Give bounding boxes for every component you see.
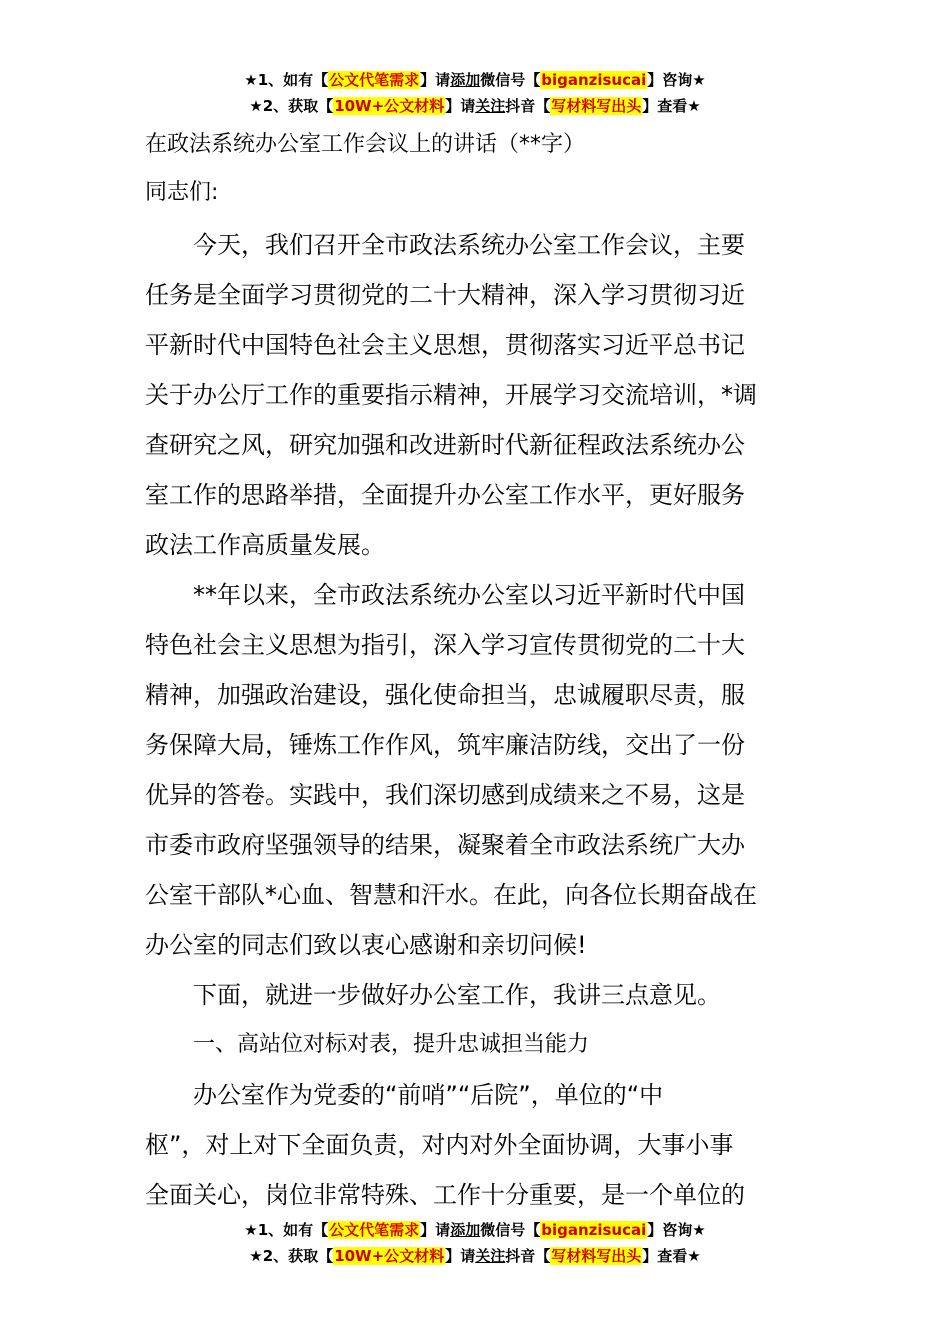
text-line: 政法工作高质量发展。 <box>145 531 385 559</box>
banner-text: 】请 <box>420 1221 451 1239</box>
banner-text: ★1、如有【 <box>244 1221 329 1239</box>
banner-text: 】请 <box>445 1247 476 1265</box>
underlined-text: 关注 <box>475 97 506 115</box>
banner-text: ★2、获取【 <box>249 1247 334 1265</box>
highlight-text: 10W+公文材料 <box>334 1247 445 1265</box>
douyin-id: 写材料写出头 <box>551 1247 642 1265</box>
document-body <box>145 122 810 1220</box>
banner-text: 抖音【 <box>505 1247 551 1265</box>
text-line: **年以来，全市政法系统办公室以习近平新时代中国 <box>193 581 745 609</box>
banner-text: 】咨询★ <box>647 71 706 89</box>
underlined-text: 添加 <box>450 71 481 89</box>
text-line: 平新时代中国特色社会主义思想，贯彻落实习近平总书记 <box>145 331 745 359</box>
paragraph-1 <box>145 220 810 570</box>
text-line: 办公室的同志们致以衷心感谢和亲切问候! <box>145 931 587 959</box>
text-line: 市委市政府坚强领导的结果，凝聚着全市政法系统广大办 <box>145 831 745 859</box>
highlight-text: 公文代笔需求 <box>329 1221 420 1239</box>
text-line: 优异的答卷。实践中，我们深切感到成绩来之不易，这是 <box>145 781 745 809</box>
banner-text: 抖音【 <box>505 97 551 115</box>
document-title: 在政法系统办公室工作会议上的讲话（**字） <box>145 132 586 157</box>
banner-text: 微信号【 <box>480 1221 541 1239</box>
banner-line-1 <box>0 67 950 93</box>
paragraph-4 <box>145 1070 810 1220</box>
underlined-text: 关注 <box>475 1247 506 1265</box>
text-line: 特色社会主义思想为指引，深入学习宣传贯彻党的二十大 <box>145 631 745 659</box>
banner-text: ★2、获取【 <box>249 97 334 115</box>
text-line: 办公室作为党委的“前哨”“后院”，单位的“中 <box>193 1081 664 1109</box>
text-line: 查研究之风，研究加强和改进新时代新征程政法系统办公 <box>145 431 745 459</box>
text-line: 下面，就进一步做好办公室工作，我讲三点意见。 <box>193 981 721 1009</box>
banner-text: 微信号【 <box>480 71 541 89</box>
banner-text: 】咨询★ <box>647 1221 706 1239</box>
salutation: 同志们: <box>145 180 219 205</box>
paragraph-2 <box>145 570 810 970</box>
highlight-text: 公文代笔需求 <box>329 71 420 89</box>
top-banner <box>0 67 950 119</box>
section-heading-1: 一、高站位对标对表，提升忠诚担当能力 <box>193 1032 590 1057</box>
text-line: 关于办公厅工作的重要指示精神，开展学习交流培训，*调 <box>145 381 757 409</box>
banner-text: 】请 <box>420 71 451 89</box>
banner-text: 】查看★ <box>642 97 701 115</box>
text-line: 务保障大局，锤炼工作作风，筑牢廉洁防线，交出了一份 <box>145 731 745 759</box>
text-line: 精神，加强政治建设，强化使命担当，忠诚履职尽责，服 <box>145 681 745 709</box>
text-line: 全面关心，岗位非常特殊、工作十分重要，是一个单位的 <box>145 1181 745 1209</box>
bottom-banner <box>0 1217 950 1269</box>
douyin-id: 写材料写出头 <box>551 97 642 115</box>
banner-text: 】查看★ <box>642 1247 701 1265</box>
wechat-id: biganzisucai <box>541 71 647 89</box>
banner-line-2 <box>0 1243 950 1269</box>
text-line: 任务是全面学习贯彻党的二十大精神，深入学习贯彻习近 <box>145 281 745 309</box>
banner-line-2 <box>0 93 950 119</box>
banner-text: ★1、如有【 <box>244 71 329 89</box>
highlight-text: 10W+公文材料 <box>334 97 445 115</box>
text-line: 室工作的思路举措，全面提升办公室工作水平，更好服务 <box>145 481 745 509</box>
text-line: 枢”，对上对下全面负责，对内对外全面协调，大事小事 <box>145 1131 734 1159</box>
wechat-id: biganzisucai <box>541 1221 647 1239</box>
underlined-text: 添加 <box>450 1221 481 1239</box>
paragraph-3 <box>145 970 810 1020</box>
banner-line-1 <box>0 1217 950 1243</box>
text-line: 今天，我们召开全市政法系统办公室工作会议，主要 <box>193 231 745 259</box>
text-line: 公室干部队*心血、智慧和汗水。在此，向各位长期奋战在 <box>145 881 757 909</box>
banner-text: 】请 <box>445 97 476 115</box>
